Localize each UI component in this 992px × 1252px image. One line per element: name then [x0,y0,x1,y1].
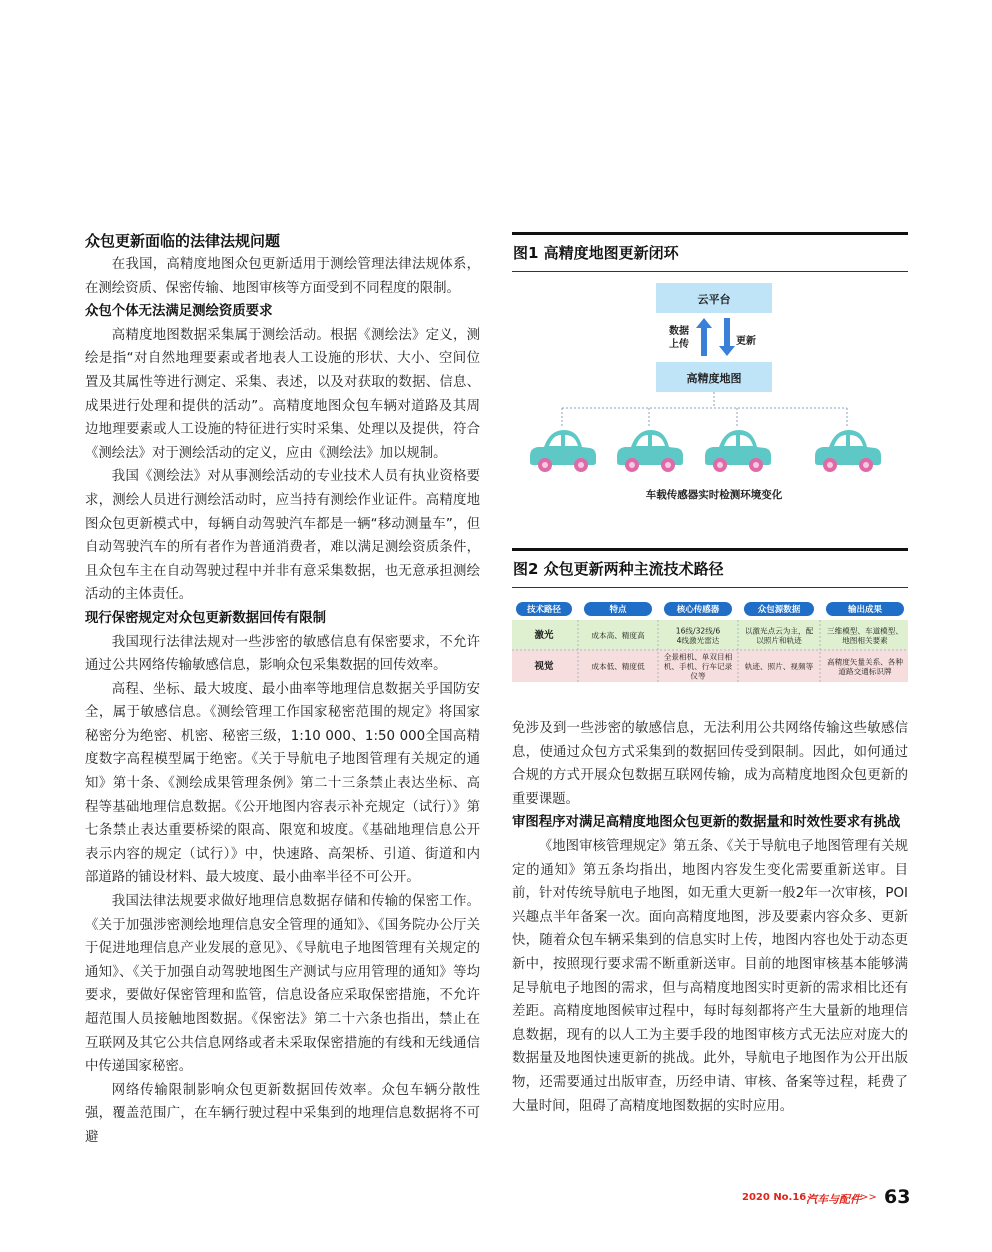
hd-map-label: 高精度地图 [686,372,742,385]
figure1-caption: 车载传感器实时检测环境变化 [645,489,783,501]
upload-label-line1: 数据 [669,326,689,337]
figure1-title-bar [512,232,908,272]
table-header-cell: 众包源数据 [757,605,801,615]
page-footer [700,1186,911,1210]
table-cell: 16线/32线/6 4线激光雷达 [675,626,721,645]
paragraph: 免涉及到一些涉密的敏感信息，无法利用公共网络传输这些敏感信息，使通过众包方式采集到的数据回传受到限制。因此，如何通过合规的方式开展众包数据互联网传输，成为高精度地图众包更新的重要课题。 [512,721,908,807]
table-cell: 成本低、精度低 [591,662,645,671]
update-arrow-icon [719,318,735,356]
cloud-platform-label: 云平台 [697,293,731,306]
table-header-cell: 特点 [609,605,627,615]
paragraph: 我国现行法律法规对一些涉密的敏感信息有保密要求，不允许通过公共网络传输敏感信息，影响众包采集数据的回传效率。 [85,634,480,674]
upload-label-line2: 上传 [669,339,689,350]
section-heading: 众包更新面临的法律法规问题 [85,232,281,250]
paragraph: 《地图审核管理规定》第五条、《关于导航电子地图管理有关规定的通知》第五条均指出，地图内容发生变化需要重新送审。目前，针对传统导航电子地图，如无重大更新一般2年一次审核，POI兴趣点半年备案一次。面向高精度地图，涉及要素内容众多、更新快，随着众包车辆采集到的信息实时上传，地图内容也处于动态更新中，按照现行要求需不断重新送审。目前的地图审核基本能够满足导航电子地图的需求，但与高精度地图实时更新的需求相比还有差距。高精度地图候审过程中，每时每刻都将产生大量新的地理信息数据，现有的以人工为主要手段的地图审核方式无法应对庞大的数据量及地图快速更新的挑战。此外，导航电子地图作为公开出版物，还需要通过出版审查，历经申请、审核、备案等过程，耗费了大量时间，阻碍了高精度地图数据的实时应用。 [512,838,908,1114]
table-cell: 三维模型、车道模型、地图相关要素 [827,626,903,645]
table-cell: 以激光点云为主，配以照片和轨迹 [744,626,814,645]
paragraph: 在我国，高精度地图众包更新适用于测绘管理法律法规体系，在测绘资质、保密传输、地图审核等方面受到不同程度的限制。 [85,257,480,296]
table-header-cell: 技术路径 [526,605,562,615]
paragraph: 网络传输限制影响众包更新数据回传效率。众包车辆分散性强，覆盖范围广，在车辆行驶过程中采集到的地理信息数据将不可避 [85,1082,480,1145]
right-column [512,717,908,1118]
page-number: 63 [884,1186,911,1208]
car-icon [530,430,596,472]
table-cell: 视觉 [534,661,554,672]
subsection-heading: 众包个体无法满足测绘资质要求 [85,304,273,320]
paragraph: 高精度地图数据采集属于测绘活动。根据《测绘法》定义，测绘是指“对自然地理要素或者地表人工设施的形状、大小、空间位置及其属性等进行测定、采集、表述，以及对获取的数据、信息、成果进行处理和提供的活动”。高精度地图众包车辆对道路及其周边地理要素或人工设施的特征进行实时采集、处理以及提供，符合《测绘法》对于测绘活动的定义，应由《测绘法》加以规制。 [85,327,480,461]
table-cell: 激光 [534,630,554,641]
figure2-title-bar [512,548,908,588]
paragraph: 我国法律法规要求做好地理信息数据存储和传输的保密工作。《关于加强涉密测绘地理信息安全管理的通知》、《国务院办公厅关于促进地理信息产业发展的意见》、《导航电子地图管理有关规定的通知》、《关于加强自动驾驶地图生产测试与应用管理的通知》等均要求，要做好保密管理和监管，信息设备应采取保密措施，不允许超范围人员接触地图数据。《保密法》第二十六条也指出，禁止在互联网及其它公共信息网络或者未采取保密措施的有线和无线通信中传递国家秘密。 [85,894,480,1075]
subsection-heading: 审图程序对满足高精度地图众包更新的数据量和时效性要求有挑战 [512,815,901,831]
figure1-diagram [512,276,908,516]
car-icon [815,430,881,472]
table-cell: 高精度矢量关系、各种道路交通标识牌 [827,657,903,676]
car-icon [705,430,771,472]
paragraph: 高程、坐标、最大坡度、最小曲率等地理信息数据关乎国防安全，属于敏感信息。《测绘管理工作国家秘密范围的规定》将国家秘密分为绝密、机密、秘密三级，1:10 000、1:50 000全国高精度数字高程模型属于绝密。《关于导航电子地图管理有关规定的通知》第十条、《测绘成果管理条例》第二十三条禁止表达坐标、高程等基础地理信息数据。《公开地图内容表示补充规定（试行）》第七条禁止表达重要桥梁的限高、限宽和坡度。《基础地理信息公开表示内容的规定（试行）》中，快速路、高架桥、引道、街道和内部道路的铺设材料、最大坡度、最小曲率半径不可公开。 [85,681,480,886]
car-row [530,430,881,472]
tree-connector [562,392,847,426]
car-icon [617,430,683,472]
table-cell: 轨迹、照片、视频等 [744,662,814,671]
update-label: 更新 [736,336,756,347]
table-header-cell: 输出成果 [847,605,883,615]
table-cell: 全景相机、单双目相机、手机、行车记录仪等 [663,652,733,681]
figure2-title: 图2 众包更新两种主流技术路径 [513,560,724,578]
upload-arrow-icon [696,318,712,356]
figure1-title: 图1 高精度地图更新闭环 [513,244,679,262]
footer-magazine-name: 汽车与配件 [806,1193,861,1206]
table-header-cell: 核心传感器 [676,605,720,615]
footer-arrow: >> [860,1192,877,1203]
paragraph: 我国《测绘法》对从事测绘活动的专业技术人员有执业资格要求，测绘人员进行测绘活动时，应当持有测绘作业证件。高精度地图众包更新模式中，每辆自动驾驶汽车都是一辆“移动测量车”，但自动驾驶汽车的所有者作为普通消费者，难以满足测绘资质条件，且众包车主在自动驾驶过程中并非有意采集数据，也无意承担测绘活动的主体责任。 [85,469,480,603]
footer-issue: 2020 No.16 [742,1192,807,1203]
figure2-table [512,598,908,688]
table-cell: 成本高、精度高 [591,631,645,640]
subsection-heading: 现行保密规定对众包更新数据回传有限制 [85,610,327,626]
left-column [85,229,480,1150]
